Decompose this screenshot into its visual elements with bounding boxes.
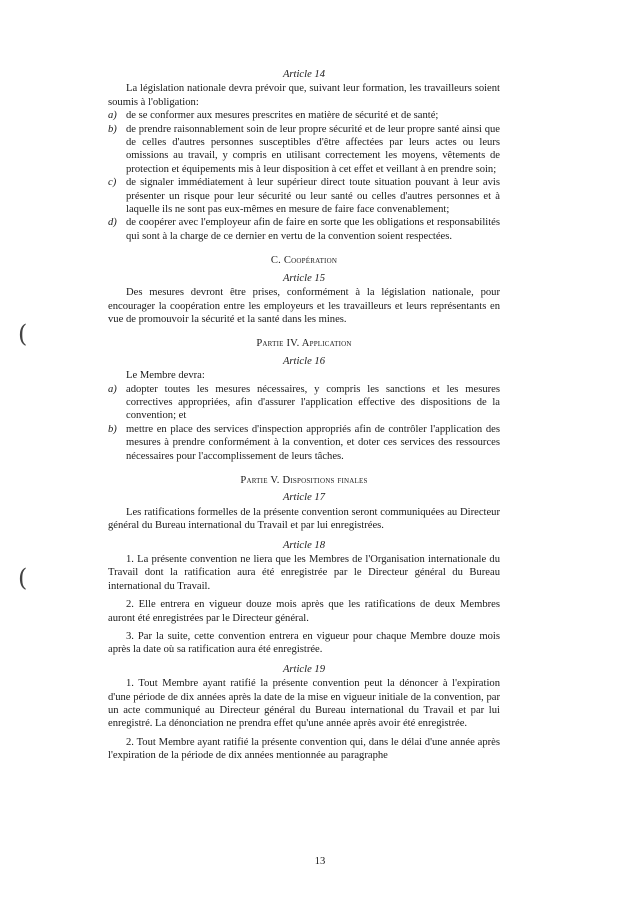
item-label: b) [108, 423, 117, 435]
list-item [108, 109, 500, 122]
list-item [108, 123, 500, 177]
page-number: 13 [314, 856, 326, 867]
article-16-intro: Le Membre devra: [126, 370, 205, 382]
list-item [108, 423, 500, 463]
document-page [108, 68, 500, 763]
article-18-para-1: 1. La présente convention ne liera que les Membres de l'Organisation internationale du Travail dont la ratification aura été enregistrée par le Directeur général du Bureau international du Travail. [108, 554, 500, 592]
scan-bracket-mark: ( [18, 564, 28, 592]
article-17-title: Article 17 [282, 492, 326, 504]
list-item [108, 383, 500, 423]
item-text: mettre en place des services d'inspection appropriés afin de contrôler l'application des mesures à prendre conformément à la convention, et doter ces services des ressources nécessaires pour l'accomplissement de leurs tâches. [126, 423, 500, 462]
part-iv-heading: Partie IV. Application [256, 338, 352, 350]
item-label: b) [108, 123, 117, 135]
article-18-para-3: 3. Par la suite, cette convention entrera en vigueur pour chaque Membre douze mois après la date où sa ratification aura été enregistrée. [108, 631, 500, 656]
part-v-heading: Partie V. Dispositions finales [240, 474, 368, 486]
article-14-title: Article 14 [282, 69, 326, 80]
article-17-text: Les ratifications formelles de la présente convention seront communiquées au Directeur général du Bureau international du Travail et par lui enregistrées. [108, 506, 500, 532]
item-text: de prendre raisonnablement soin de leur propre sécurité et de leur propre santé ainsi que de celles d'autres personnes susceptibles d'être affectées par leurs actes ou leurs omissions au travail, y compris en utilisant correctement les moyens, vêtements de protection et équipements mis à leur disposition à cet effet et veillant à en prendre soin; [126, 123, 500, 175]
list-item [108, 176, 500, 216]
item-text: de se conformer aux mesures prescrites en matière de sécurité et de santé; [126, 110, 439, 122]
article-14-intro: La législation nationale devra prévoir que, suivant leur formation, les travailleurs soient soumis à l'obligation: [108, 83, 500, 108]
list-item [108, 216, 500, 243]
section-heading-c: C. Coopération [270, 255, 338, 267]
article-19-para-2: 2. Tout Membre ayant ratifié la présente convention qui, dans le délai d'une année après l'expiration de la période de dix années mentionnée au paragraphe [108, 736, 500, 762]
article-19-para-1: 1. Tout Membre ayant ratifié la présente convention peut la dénoncer à l'expiration d'une période de dix années après la date de la mise en vigueur initiale de la convention, par un acte communiqué au Directeur général du Bureau international du Travail et par lui enregistré. La dénonciation ne prendra effet qu'une année après avoir été enregistrée. [108, 678, 500, 730]
article-18-para-2: 2. Elle entrera en vigueur douze mois après que les ratifications de deux Membres auront été enregistrées par le Directeur général. [108, 599, 500, 624]
item-label: c) [108, 177, 117, 189]
article-15-title: Article 15 [282, 272, 326, 284]
scan-bracket-mark: ( [18, 320, 28, 348]
article-15-text: Des mesures devront être prises, conformément à la législation nationale, pour encourager la coopération entre les employeurs et les travailleurs et leurs représentants en vue de promouvoir la sécurité et la santé dans les mines. [108, 287, 500, 325]
article-18-title: Article 18 [282, 539, 326, 551]
item-text: de signaler immédiatement à leur supérieur direct toute situation pouvant à leur avis présenter un risque pour leur sécurité ou leur santé ou celles d'autres personnes et à laquelle ils ne sont pas eux-mêmes en mesure de faire face convenablement; [126, 177, 500, 216]
article-16-title: Article 16 [282, 355, 326, 367]
item-label: a) [108, 383, 117, 395]
item-text: adopter toutes les mesures nécessaires, y compris les sanctions et les mesures correctives appropriées, afin d'assurer l'application effective des dispositions de la convention; et [126, 383, 500, 422]
item-text: de coopérer avec l'employeur afin de faire en sorte que les obligations et responsabilités qui sont à la charge de ce dernier en vertu de la convention soient respectées. [126, 217, 500, 242]
item-label: a) [108, 110, 117, 122]
article-19-title: Article 19 [282, 663, 326, 675]
item-label: d) [108, 217, 117, 229]
